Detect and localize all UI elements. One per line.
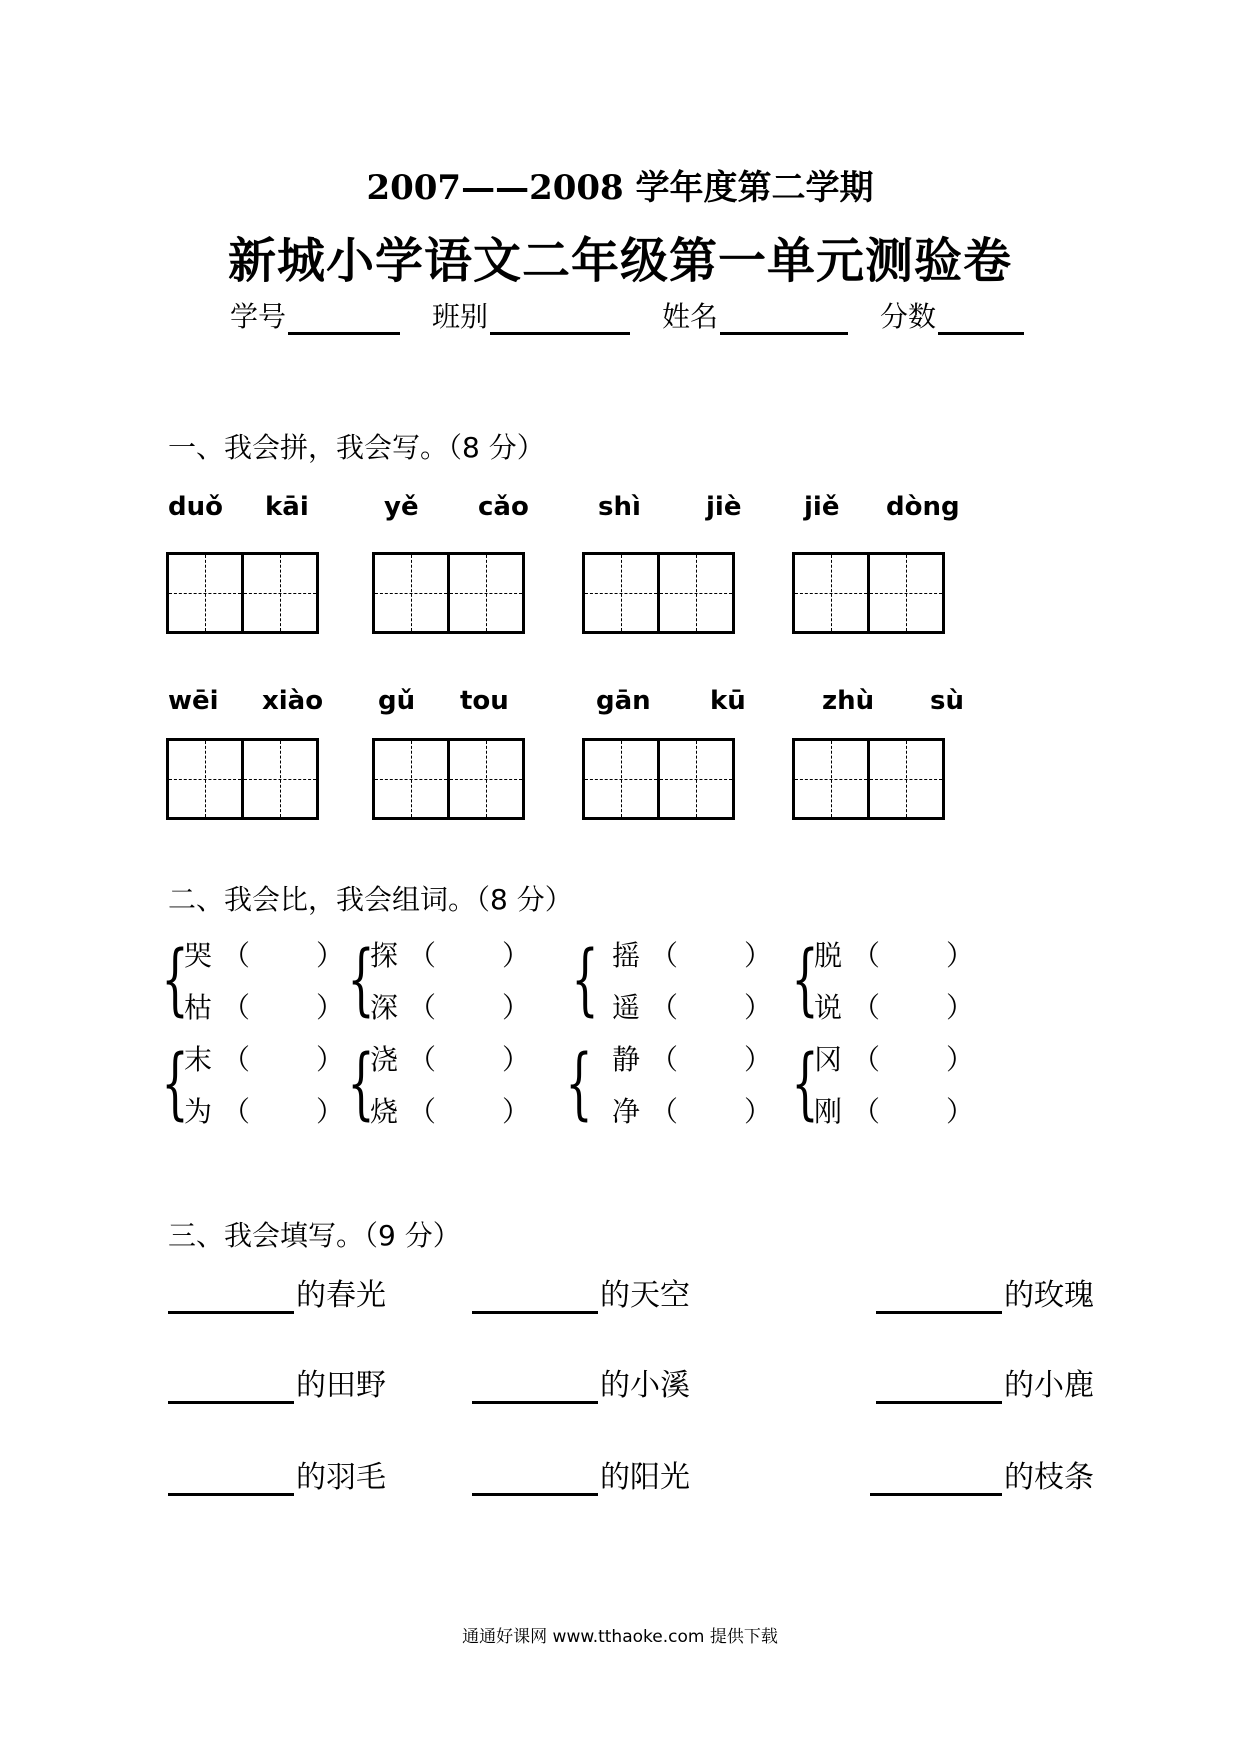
school-year: 2007——2008 学年度第二学期 <box>366 168 874 208</box>
fill-suffix: 的羽毛 <box>296 1460 386 1495</box>
pinyin: xiào <box>262 686 324 716</box>
pinyin: jiě <box>804 492 840 522</box>
compare-char: 刚 <box>814 1095 843 1128</box>
brace: { <box>161 935 189 1025</box>
fill-suffix: 的玫瑰 <box>1004 1278 1094 1313</box>
writing-grid[interactable] <box>166 552 319 634</box>
compare-group: { 浇 （ ） 烧 （ ） <box>347 1039 531 1129</box>
fill-blank[interactable] <box>876 1281 1002 1314</box>
pinyin: sù <box>930 686 964 716</box>
fill-suffix: 的阳光 <box>600 1460 690 1495</box>
writing-grid[interactable] <box>792 738 945 820</box>
compare-char: 哭 <box>184 939 213 972</box>
fill-suffix: 的小鹿 <box>1004 1368 1094 1403</box>
compare-char: 深 <box>370 991 399 1024</box>
pinyin: duǒ <box>168 492 223 522</box>
fill-suffix: 的春光 <box>296 1278 386 1313</box>
name-label: 姓名 <box>662 300 719 333</box>
fill-blank[interactable] <box>168 1371 294 1404</box>
brace: { <box>347 935 375 1025</box>
class-field <box>432 295 630 335</box>
fill-blank[interactable] <box>472 1371 598 1404</box>
pinyin: wēi <box>168 686 219 716</box>
compare-char: 摇 <box>612 939 641 972</box>
brace: { <box>161 1039 189 1129</box>
fill-blank[interactable] <box>472 1281 598 1314</box>
pinyin: zhù <box>822 686 875 716</box>
compare-char: 探 <box>370 939 399 972</box>
pinyin: yě <box>384 492 419 522</box>
name-field <box>662 295 848 335</box>
writing-grid[interactable] <box>372 552 525 634</box>
compare-char: 静 <box>612 1043 641 1076</box>
pinyin: kū <box>710 686 746 716</box>
pinyin: gān <box>596 686 651 716</box>
compare-char: 烧 <box>370 1095 399 1128</box>
fill-blank[interactable] <box>876 1371 1002 1404</box>
fill-blank[interactable] <box>472 1463 598 1496</box>
compare-char: 净 <box>612 1095 641 1128</box>
score-blank[interactable] <box>938 306 1024 335</box>
fill-suffix: 的田野 <box>296 1368 386 1403</box>
section3-heading: 三、我会填写。（9 分） <box>168 1219 461 1252</box>
fill-suffix: 的天空 <box>600 1278 690 1313</box>
compare-group: { 探 （ ） 深 （ ） <box>347 935 531 1025</box>
fill-item <box>472 1452 690 1496</box>
compare-char: 为 <box>184 1095 213 1128</box>
pinyin: jiè <box>706 492 742 522</box>
brace: { <box>791 1039 819 1129</box>
fill-item <box>472 1360 690 1404</box>
compare-char: 末 <box>184 1043 213 1076</box>
pinyin: cǎo <box>478 492 529 522</box>
page-title: 新城小学语文二年级第一单元测验卷 <box>227 233 1012 289</box>
brace: { <box>565 1039 593 1129</box>
pinyin: gǔ <box>378 686 416 716</box>
student-info-row <box>230 295 1056 335</box>
compare-group: { 末 （ ） 为 （ ） <box>161 1039 345 1129</box>
student-number-label: 学号 <box>230 300 287 333</box>
compare-char: 枯 <box>184 991 213 1024</box>
brace: { <box>571 935 599 1025</box>
class-blank[interactable] <box>490 306 630 335</box>
writing-grid[interactable] <box>582 738 735 820</box>
writing-grid[interactable] <box>166 738 319 820</box>
fill-suffix: 的小溪 <box>600 1368 690 1403</box>
writing-grid[interactable] <box>792 552 945 634</box>
compare-group: { 冈 （ ） 刚 （ ） <box>791 1039 975 1129</box>
student-number-field <box>230 295 400 335</box>
fill-item <box>876 1270 1094 1314</box>
compare-char: 脱 <box>814 939 843 972</box>
compare-char: 遥 <box>612 991 641 1024</box>
writing-grid[interactable] <box>582 552 735 634</box>
fill-item <box>168 1270 386 1314</box>
fill-blank[interactable] <box>168 1281 294 1314</box>
section1-heading: 一、我会拼，我会写。（8 分） <box>168 431 545 464</box>
compare-group: { 脱 （ ） 说 （ ） <box>791 935 975 1025</box>
compare-char: 浇 <box>370 1043 399 1076</box>
writing-grid[interactable] <box>372 738 525 820</box>
compare-char: 说 <box>814 991 843 1024</box>
fill-item <box>168 1452 386 1496</box>
pinyin: shì <box>598 492 641 522</box>
fill-suffix: 的枝条 <box>1004 1460 1094 1495</box>
brace: { <box>791 935 819 1025</box>
footer-credit: 通通好课网 www.tthaoke.com 提供下载 <box>462 1627 778 1647</box>
student-number-blank[interactable] <box>288 306 400 335</box>
class-label: 班别 <box>432 300 489 333</box>
fill-item <box>472 1270 690 1314</box>
score-label: 分数 <box>880 300 937 333</box>
compare-group: { 摇 （ ） 遥 （ ） <box>571 935 773 1025</box>
compare-group: { 静 （ ） 净 （ ） <box>565 1039 773 1129</box>
pinyin: dòng <box>886 492 960 522</box>
fill-item <box>168 1360 386 1404</box>
pinyin: kāi <box>265 492 309 522</box>
brace: { <box>347 1039 375 1129</box>
compare-group: { 哭 （ ） 枯 （ ） <box>161 935 345 1025</box>
fill-item <box>876 1360 1094 1404</box>
fill-item <box>870 1452 1094 1496</box>
fill-blank[interactable] <box>168 1463 294 1496</box>
compare-char: 冈 <box>814 1043 843 1076</box>
section2-heading: 二、我会比，我会组词。（8 分） <box>168 883 573 916</box>
pinyin: tou <box>460 686 509 716</box>
score-field <box>880 295 1024 335</box>
fill-blank[interactable] <box>870 1463 1002 1496</box>
name-blank[interactable] <box>720 306 848 335</box>
